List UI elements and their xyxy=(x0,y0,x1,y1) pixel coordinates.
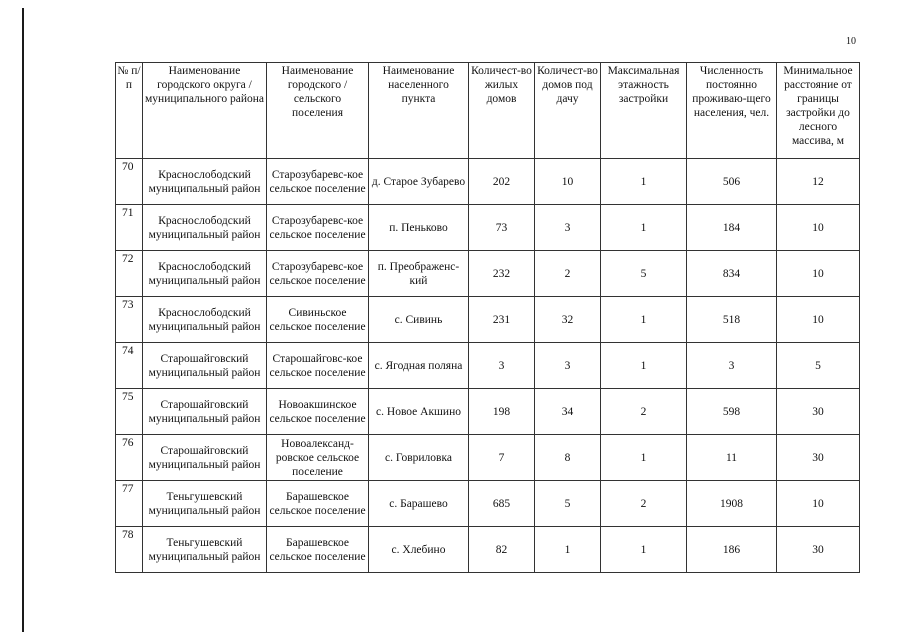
dacha-houses-cell xyxy=(535,389,601,435)
houses-cell xyxy=(469,205,535,251)
settlement-cell xyxy=(267,435,369,481)
locality-cell-text: д. Старое Зубарево xyxy=(371,175,466,188)
table-row xyxy=(116,435,860,481)
binding-line xyxy=(22,8,24,632)
locality-cell-text: с. Сивинь xyxy=(394,313,443,326)
locality-cell-text: с. Новое Акшино xyxy=(376,405,461,418)
row-number xyxy=(116,435,143,481)
locality-cell-text: с. Хлебино xyxy=(391,543,446,556)
district-cell xyxy=(143,159,267,205)
settlement-cell xyxy=(267,389,369,435)
table-row xyxy=(116,159,860,205)
houses-cell xyxy=(469,481,535,527)
dacha-houses-cell-text: 8 xyxy=(564,451,571,464)
header-locality: Наименование населенного пункта xyxy=(369,63,469,159)
population-cell-text: 11 xyxy=(725,451,738,464)
population-cell xyxy=(687,251,777,297)
forest-distance-cell xyxy=(777,389,860,435)
header-row xyxy=(116,63,860,159)
forest-distance-cell-text: 30 xyxy=(812,543,824,556)
locality-cell xyxy=(369,389,469,435)
population-cell-text: 598 xyxy=(722,405,741,418)
district-cell-text: Старошайговский муниципальный район xyxy=(148,398,261,425)
district-cell xyxy=(143,343,267,389)
population-cell-text: 1908 xyxy=(720,497,743,510)
header-population: Численность постоянно проживаю-щего населения, чел. xyxy=(687,63,777,159)
dacha-houses-cell xyxy=(535,205,601,251)
row-number-text: 73 xyxy=(122,299,134,311)
row-number xyxy=(116,527,143,573)
district-cell xyxy=(143,435,267,481)
max-floors-cell-text: 1 xyxy=(640,221,647,234)
header-max-floors: Максимальная этажность застройки xyxy=(601,63,687,159)
dacha-houses-cell xyxy=(535,297,601,343)
dacha-houses-cell xyxy=(535,481,601,527)
settlement-cell-text: Барашевское сельское поселение xyxy=(269,536,366,563)
header-houses: Количест-во жилых домов xyxy=(469,63,535,159)
max-floors-cell-text: 2 xyxy=(640,497,647,510)
dacha-houses-cell-text: 3 xyxy=(564,221,571,234)
table-row xyxy=(116,205,860,251)
max-floors-cell-text: 1 xyxy=(640,175,647,188)
locality-cell xyxy=(369,297,469,343)
row-number xyxy=(116,205,143,251)
population-cell xyxy=(687,297,777,343)
forest-distance-cell-text: 10 xyxy=(812,267,824,280)
population-cell-text: 518 xyxy=(722,313,741,326)
max-floors-cell xyxy=(601,481,687,527)
dacha-houses-cell xyxy=(535,435,601,481)
forest-distance-cell-text: 5 xyxy=(815,359,821,372)
settlement-cell xyxy=(267,297,369,343)
row-number xyxy=(116,159,143,205)
population-cell-text: 3 xyxy=(728,359,735,372)
row-number xyxy=(116,343,143,389)
district-cell xyxy=(143,389,267,435)
settlement-cell-text: Старозубаревс-кое сельское поселение xyxy=(269,168,366,195)
max-floors-cell-text: 1 xyxy=(640,543,647,556)
table-row xyxy=(116,297,860,343)
houses-cell xyxy=(469,527,535,573)
max-floors-cell-text: 5 xyxy=(640,267,647,280)
houses-cell xyxy=(469,343,535,389)
settlement-cell-text: Барашевское сельское поселение xyxy=(269,490,366,517)
population-cell xyxy=(687,343,777,389)
dacha-houses-cell xyxy=(535,343,601,389)
forest-distance-cell-text: 10 xyxy=(812,221,824,234)
max-floors-cell xyxy=(601,435,687,481)
houses-cell-text: 685 xyxy=(492,497,511,510)
forest-distance-cell xyxy=(777,251,860,297)
locality-cell-text: п. Преображенс-кий xyxy=(377,260,460,287)
houses-cell xyxy=(469,435,535,481)
dacha-houses-cell-text: 2 xyxy=(564,267,571,280)
district-cell-text: Краснослободский муниципальный район xyxy=(148,214,261,241)
locality-cell xyxy=(369,251,469,297)
population-cell-text: 506 xyxy=(722,175,741,188)
header-dacha-houses: Количест-во домов под дачу xyxy=(535,63,601,159)
max-floors-cell xyxy=(601,527,687,573)
header-district: Наименование городского округа / муниципального района xyxy=(143,63,267,159)
population-cell xyxy=(687,527,777,573)
page-number: 10 xyxy=(846,36,856,47)
header-settlement: Наименование городского / сельского поселения xyxy=(267,63,369,159)
settlements-table xyxy=(115,62,860,573)
dacha-houses-cell-text: 5 xyxy=(564,497,571,510)
houses-cell-text: 3 xyxy=(498,359,505,372)
max-floors-cell xyxy=(601,389,687,435)
locality-cell-text: с. Ягодная поляна xyxy=(374,359,463,372)
forest-distance-cell xyxy=(777,527,860,573)
forest-distance-cell xyxy=(777,159,860,205)
population-cell xyxy=(687,435,777,481)
settlement-cell xyxy=(267,527,369,573)
population-cell-text: 184 xyxy=(722,221,741,234)
population-cell xyxy=(687,389,777,435)
settlement-cell-text: Сивиньское сельское поселение xyxy=(269,306,366,333)
dacha-houses-cell-text: 32 xyxy=(561,313,574,326)
max-floors-cell-text: 2 xyxy=(640,405,647,418)
table-body xyxy=(116,159,860,573)
max-floors-cell xyxy=(601,205,687,251)
houses-cell-text: 231 xyxy=(492,313,511,326)
max-floors-cell xyxy=(601,251,687,297)
row-number-text: 77 xyxy=(122,483,134,495)
forest-distance-cell xyxy=(777,343,860,389)
district-cell xyxy=(143,251,267,297)
table-row xyxy=(116,343,860,389)
locality-cell xyxy=(369,159,469,205)
population-cell xyxy=(687,205,777,251)
district-cell-text: Теньгушевский муниципальный район xyxy=(148,490,261,517)
max-floors-cell-text: 1 xyxy=(640,451,647,464)
forest-distance-cell-text: 10 xyxy=(812,313,824,326)
forest-distance-cell-text: 30 xyxy=(812,405,824,418)
forest-distance-cell xyxy=(777,481,860,527)
table-row xyxy=(116,481,860,527)
population-cell xyxy=(687,159,777,205)
houses-cell-text: 73 xyxy=(495,221,508,234)
locality-cell xyxy=(369,343,469,389)
forest-distance-cell-text: 12 xyxy=(812,175,824,188)
table-row xyxy=(116,389,860,435)
houses-cell-text: 7 xyxy=(498,451,505,464)
forest-distance-cell xyxy=(777,205,860,251)
settlement-cell-text: Старошайговс-кое сельское поселение xyxy=(269,352,366,379)
row-number xyxy=(116,481,143,527)
header-forest-distance: Минимальное расстояние от границы застройки до лесного массива, м xyxy=(777,63,860,159)
row-number-text: 75 xyxy=(122,391,134,403)
settlement-cell-text: Новоалександ-ровское сельское поселение xyxy=(275,437,360,478)
district-cell-text: Краснослободский муниципальный район xyxy=(148,168,261,195)
dacha-houses-cell xyxy=(535,251,601,297)
row-number xyxy=(116,389,143,435)
dacha-houses-cell-text: 3 xyxy=(564,359,571,372)
district-cell-text: Старошайговский муниципальный район xyxy=(148,352,261,379)
max-floors-cell-text: 1 xyxy=(640,313,647,326)
houses-cell xyxy=(469,389,535,435)
district-cell-text: Теньгушевский муниципальный район xyxy=(148,536,261,563)
houses-cell xyxy=(469,297,535,343)
houses-cell xyxy=(469,251,535,297)
max-floors-cell xyxy=(601,159,687,205)
houses-cell xyxy=(469,159,535,205)
district-cell xyxy=(143,205,267,251)
row-number-text: 72 xyxy=(122,253,134,265)
population-cell-text: 834 xyxy=(722,267,741,280)
dacha-houses-cell-text: 1 xyxy=(564,543,571,556)
population-cell-text: 186 xyxy=(722,543,741,556)
dacha-houses-cell xyxy=(535,527,601,573)
settlement-cell xyxy=(267,481,369,527)
dacha-houses-cell xyxy=(535,159,601,205)
locality-cell-text: с. Барашево xyxy=(389,497,448,510)
header-number: № п/п xyxy=(116,63,143,159)
houses-cell-text: 82 xyxy=(495,543,508,556)
table-row xyxy=(116,527,860,573)
row-number xyxy=(116,251,143,297)
district-cell-text: Краснослободский муниципальный район xyxy=(148,260,261,287)
row-number-text: 70 xyxy=(122,161,134,173)
houses-cell-text: 198 xyxy=(492,405,511,418)
locality-cell xyxy=(369,481,469,527)
max-floors-cell-text: 1 xyxy=(640,359,647,372)
forest-distance-cell-text: 10 xyxy=(812,497,824,510)
settlement-cell-text: Старозубаревс-кое сельское поселение xyxy=(269,260,366,287)
settlement-cell-text: Старозубаревс-кое сельское поселение xyxy=(269,214,366,241)
population-cell xyxy=(687,481,777,527)
locality-cell xyxy=(369,205,469,251)
forest-distance-cell xyxy=(777,435,860,481)
houses-cell-text: 232 xyxy=(492,267,511,280)
max-floors-cell xyxy=(601,297,687,343)
district-cell xyxy=(143,297,267,343)
forest-distance-cell-text: 30 xyxy=(812,451,824,464)
row-number-text: 78 xyxy=(122,529,134,541)
locality-cell xyxy=(369,527,469,573)
settlement-cell xyxy=(267,159,369,205)
district-cell xyxy=(143,527,267,573)
district-cell-text: Старошайговский муниципальный район xyxy=(148,444,261,471)
locality-cell-text: с. Говриловка xyxy=(384,451,452,464)
locality-cell xyxy=(369,435,469,481)
forest-distance-cell xyxy=(777,297,860,343)
locality-cell-text: п. Пеньково xyxy=(389,221,448,234)
houses-cell-text: 202 xyxy=(492,175,511,188)
settlement-cell-text: Новоакшинское сельское поселение xyxy=(269,398,366,425)
district-cell xyxy=(143,481,267,527)
settlement-cell xyxy=(267,205,369,251)
row-number-text: 71 xyxy=(122,207,134,219)
dacha-houses-cell-text: 34 xyxy=(561,405,574,418)
row-number-text: 76 xyxy=(122,437,134,449)
dacha-houses-cell-text: 10 xyxy=(561,175,574,188)
district-cell-text: Краснослободский муниципальный район xyxy=(148,306,261,333)
row-number-text: 74 xyxy=(122,345,134,357)
row-number xyxy=(116,297,143,343)
table-row xyxy=(116,251,860,297)
max-floors-cell xyxy=(601,343,687,389)
settlement-cell xyxy=(267,251,369,297)
settlement-cell xyxy=(267,343,369,389)
